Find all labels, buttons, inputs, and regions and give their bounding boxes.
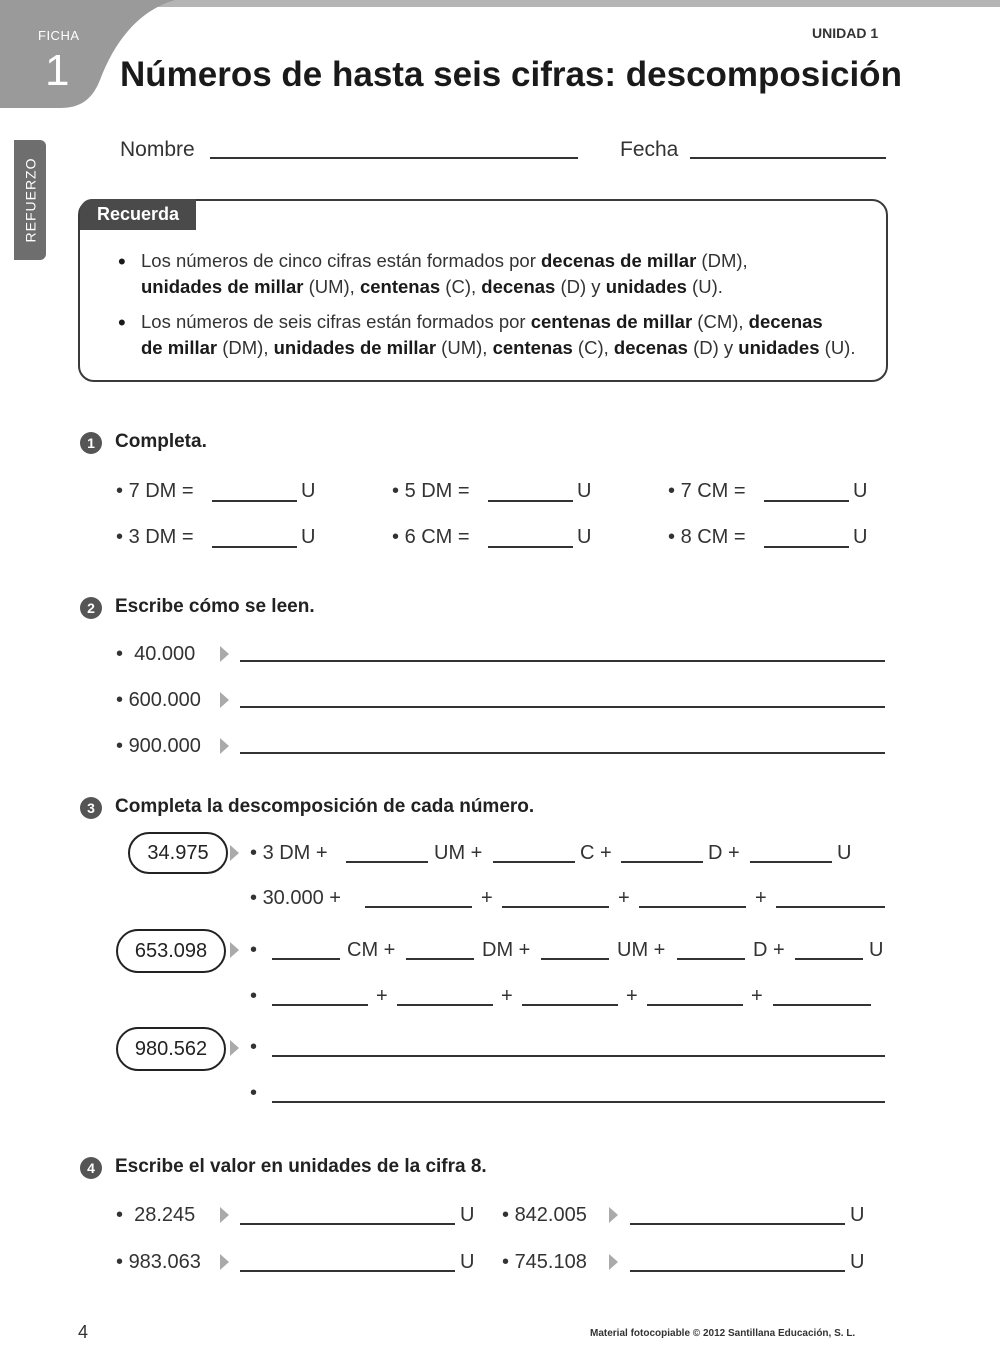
answer-line[interactable]: [406, 958, 474, 960]
ex1-item: • 7 DM =: [116, 480, 194, 502]
exercise-1-number: 1: [80, 432, 102, 454]
answer-line[interactable]: [750, 861, 832, 863]
ficha-number: 1: [45, 46, 70, 95]
answer-line[interactable]: [522, 1004, 618, 1006]
plus-sign: +: [618, 887, 630, 909]
unit-label: UNIDAD 1: [812, 25, 879, 41]
bullet: •: [250, 1036, 258, 1058]
copyright: Material fotocopiable © 2012 Santillana Educación, S. L.: [590, 1328, 856, 1339]
ficha-label: FICHA: [38, 28, 80, 43]
date-field[interactable]: [690, 157, 886, 159]
name-label: Nombre: [120, 138, 195, 161]
ex1-item: • 5 DM =: [392, 480, 470, 502]
number-34975: 34.975: [128, 832, 228, 874]
answer-line[interactable]: [346, 861, 428, 863]
answer-line[interactable]: [272, 1004, 368, 1006]
answer-line[interactable]: [488, 546, 573, 548]
decomp-unit: UM +: [617, 939, 666, 961]
answer-line[interactable]: [764, 500, 849, 502]
arrow-icon: [230, 942, 239, 958]
unit: U: [301, 526, 316, 548]
unit: U: [460, 1204, 475, 1226]
decomp-unit: U: [837, 842, 852, 864]
answer-line[interactable]: [493, 861, 575, 863]
answer-line[interactable]: [212, 500, 297, 502]
decomp-item: • 3 DM +: [250, 842, 328, 864]
page-title: Números de hasta seis cifras: descomposición: [120, 55, 902, 94]
arrow-icon: [220, 1207, 229, 1223]
recuerda-text-2: Los números de seis cifras están formados por centenas de millar (CM), decenas de millar (DM), unidades de millar (UM), centenas (C), decenas (D) y unidades (U).: [141, 311, 856, 358]
answer-line[interactable]: [240, 706, 885, 708]
unit: U: [460, 1251, 475, 1273]
answer-line[interactable]: [272, 958, 340, 960]
arrow-icon: [230, 845, 239, 861]
arrow-icon: [609, 1254, 618, 1270]
arrow-icon: [609, 1207, 618, 1223]
bullet: •: [250, 1082, 258, 1104]
exercise-1-title: Completa.: [115, 431, 207, 452]
ex1-item: • 6 CM =: [392, 526, 470, 548]
page-number: 4: [78, 1322, 89, 1342]
answer-line[interactable]: [240, 1223, 455, 1225]
answer-line[interactable]: [639, 906, 746, 908]
bullet: •: [250, 985, 258, 1007]
ex2-item: • 40.000: [116, 643, 196, 665]
plus-sign: +: [755, 887, 767, 909]
date-label: Fecha: [620, 138, 679, 161]
decomp-unit: D +: [708, 842, 740, 864]
exercise-2-number: 2: [80, 597, 102, 619]
number-980562: 980.562: [116, 1027, 226, 1071]
decomp-item: • 30.000 +: [250, 887, 341, 909]
ex4-item: • 983.063: [116, 1251, 201, 1273]
exercise-4-number: 4: [80, 1157, 102, 1179]
answer-line[interactable]: [240, 752, 885, 754]
unit: U: [577, 526, 592, 548]
ex1-item: • 3 DM =: [116, 526, 194, 548]
bullet: •: [118, 249, 126, 274]
bullet: •: [118, 310, 126, 335]
answer-line[interactable]: [647, 1004, 743, 1006]
ex1-item: • 7 CM =: [668, 480, 746, 502]
exercise-2-title: Escribe cómo se leen.: [115, 596, 315, 617]
arrow-icon: [220, 646, 229, 662]
answer-line[interactable]: [677, 958, 745, 960]
plus-sign: +: [751, 985, 763, 1007]
decomp-unit: CM +: [347, 939, 396, 961]
decomp-unit: UM +: [434, 842, 483, 864]
answer-line[interactable]: [776, 906, 885, 908]
answer-line[interactable]: [365, 906, 472, 908]
plus-sign: +: [481, 887, 493, 909]
answer-line[interactable]: [488, 500, 573, 502]
answer-line[interactable]: [630, 1270, 845, 1272]
answer-line[interactable]: [795, 958, 863, 960]
unit: U: [853, 480, 868, 502]
plus-sign: +: [376, 985, 388, 1007]
answer-line[interactable]: [502, 906, 609, 908]
answer-line[interactable]: [272, 1101, 885, 1103]
answer-line[interactable]: [272, 1055, 885, 1057]
arrow-icon: [220, 738, 229, 754]
plus-sign: +: [626, 985, 638, 1007]
answer-line[interactable]: [621, 861, 703, 863]
decomp-unit: C +: [580, 842, 612, 864]
unit: U: [301, 480, 316, 502]
answer-line[interactable]: [630, 1223, 845, 1225]
ex4-item: • 745.108: [502, 1251, 587, 1273]
decomp-unit: U: [869, 939, 884, 961]
unit: U: [850, 1251, 865, 1273]
ex1-item: • 8 CM =: [668, 526, 746, 548]
unit: U: [853, 526, 868, 548]
plus-sign: +: [501, 985, 513, 1007]
exercise-3-title: Completa la descomposición de cada número.: [115, 796, 535, 817]
ex4-item: • 842.005: [502, 1204, 587, 1226]
bullet: •: [250, 939, 258, 961]
ex4-item: • 28.245: [116, 1204, 196, 1226]
number-653098: 653.098: [116, 929, 226, 973]
exercise-4-title: Escribe el valor en unidades de la cifra 8.: [115, 1156, 487, 1177]
arrow-icon: [230, 1040, 239, 1056]
decomp-unit: DM +: [482, 939, 531, 961]
answer-line[interactable]: [397, 1004, 493, 1006]
exercise-3-number: 3: [80, 797, 102, 819]
answer-line[interactable]: [541, 958, 609, 960]
unit: U: [577, 480, 592, 502]
answer-line[interactable]: [240, 660, 885, 662]
name-field[interactable]: [210, 157, 578, 159]
unit: U: [850, 1204, 865, 1226]
answer-line[interactable]: [773, 1004, 871, 1006]
arrow-icon: [220, 1254, 229, 1270]
ex2-item: • 900.000: [116, 735, 201, 757]
decomp-unit: D +: [753, 939, 785, 961]
arrow-icon: [220, 692, 229, 708]
answer-line[interactable]: [240, 1270, 455, 1272]
side-tab-label: REFUERZO: [22, 157, 38, 243]
recuerda-text-1: Los números de cinco cifras están formados por decenas de millar (DM), unidades de millar (UM), centenas (C), decenas (D) y unidades (U).: [141, 250, 748, 297]
answer-line[interactable]: [764, 546, 849, 548]
answer-line[interactable]: [212, 546, 297, 548]
recuerda-label: Recuerda: [80, 199, 196, 230]
ex2-item: • 600.000: [116, 689, 201, 711]
